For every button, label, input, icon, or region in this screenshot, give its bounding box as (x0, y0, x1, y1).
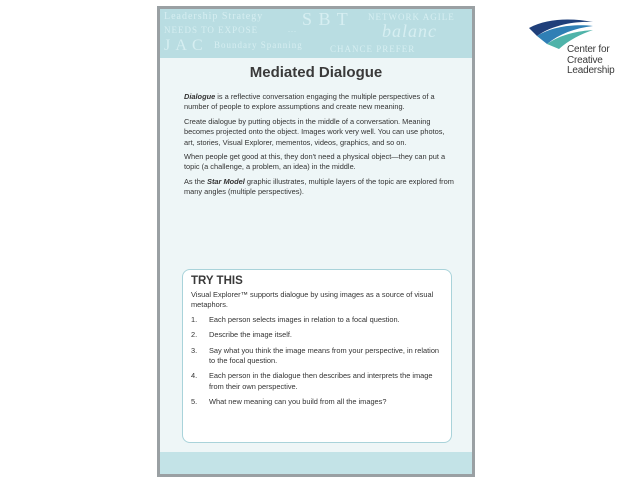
content-area (160, 58, 472, 452)
document-page (160, 9, 472, 474)
list-item (191, 330, 443, 340)
footer-band (160, 452, 472, 474)
banner-word: J A C (164, 37, 204, 54)
list-item (191, 346, 443, 367)
term-star-model: Star Model (207, 176, 245, 186)
step-text: Each person in the dialogue then describes and interprets the image from their own perspective. (209, 371, 433, 391)
step-text: Describe the image itself. (209, 330, 292, 340)
list-item (191, 315, 443, 325)
document-card (157, 6, 475, 477)
paragraph-star-model (184, 177, 456, 198)
banner-word: NEEDS TO EXPOSE (164, 25, 259, 35)
try-this-box (182, 269, 452, 443)
paragraph-create-dialogue: Create dialogue by putting objects in the middle of a conversation. Meaning becomes projected onto the object. Images work very well. You can use photos, art, stories, Visual Explorer, mementos, videos, graphics, and so on. (184, 116, 445, 147)
step-text: Say what you think the image means from your perspective, in relation to the focal question. (209, 345, 440, 366)
list-item (191, 371, 443, 392)
step-text: What new meaning can you build from all the images? (209, 397, 387, 407)
steps-list (191, 315, 443, 408)
term-dialogue: Dialogue (184, 92, 216, 101)
logo-text (567, 45, 614, 77)
logo-line: Center for (567, 44, 610, 55)
list-item (191, 397, 443, 407)
banner-word: ... (288, 25, 297, 34)
paragraph-text: is a reflective conversation engaging the multiple perspectives of a number of people to explore assumptions and create new meaning. (184, 92, 435, 112)
try-this-intro: Visual Explorer™ supports dialogue by using images as a source of visual metaphors. (191, 290, 434, 310)
banner-word: NETWORK AGILE (368, 12, 455, 22)
step-number: 5. (191, 397, 198, 407)
ccl-logo (527, 16, 627, 96)
step-number: 2. (191, 330, 198, 340)
paragraph-physical-object: When people get good at this, they don't need a physical object—they can put a topic (a challenge, a problem, an idea) in the middle. (184, 152, 446, 172)
step-number: 3. (191, 345, 198, 355)
banner-word: Leadership Strategy (164, 11, 264, 22)
banner-word: balanc (382, 21, 437, 41)
page-title: Mediated Dialogue (249, 64, 383, 81)
paragraph-text: As the (184, 176, 208, 186)
step-number: 4. (191, 371, 198, 381)
logo-line: Leadership (567, 65, 615, 76)
step-text: Each person selects images in relation to a focal question. (209, 314, 400, 324)
paragraph-dialogue (184, 92, 456, 113)
logo-line: Creative (567, 54, 603, 66)
word-cloud-banner (160, 9, 472, 58)
step-number: 1. (191, 314, 198, 324)
body-text (184, 92, 456, 202)
banner-word: CHANCE PREFER (330, 44, 416, 54)
banner-word: Boundary Spanning (214, 40, 303, 50)
try-this-title: TRY THIS (191, 275, 243, 287)
paragraph-text: graphic illustrates, multiple layers of the topic are explored from many angles (multiple perspectives). (184, 176, 454, 197)
banner-word: S B T (302, 9, 349, 29)
